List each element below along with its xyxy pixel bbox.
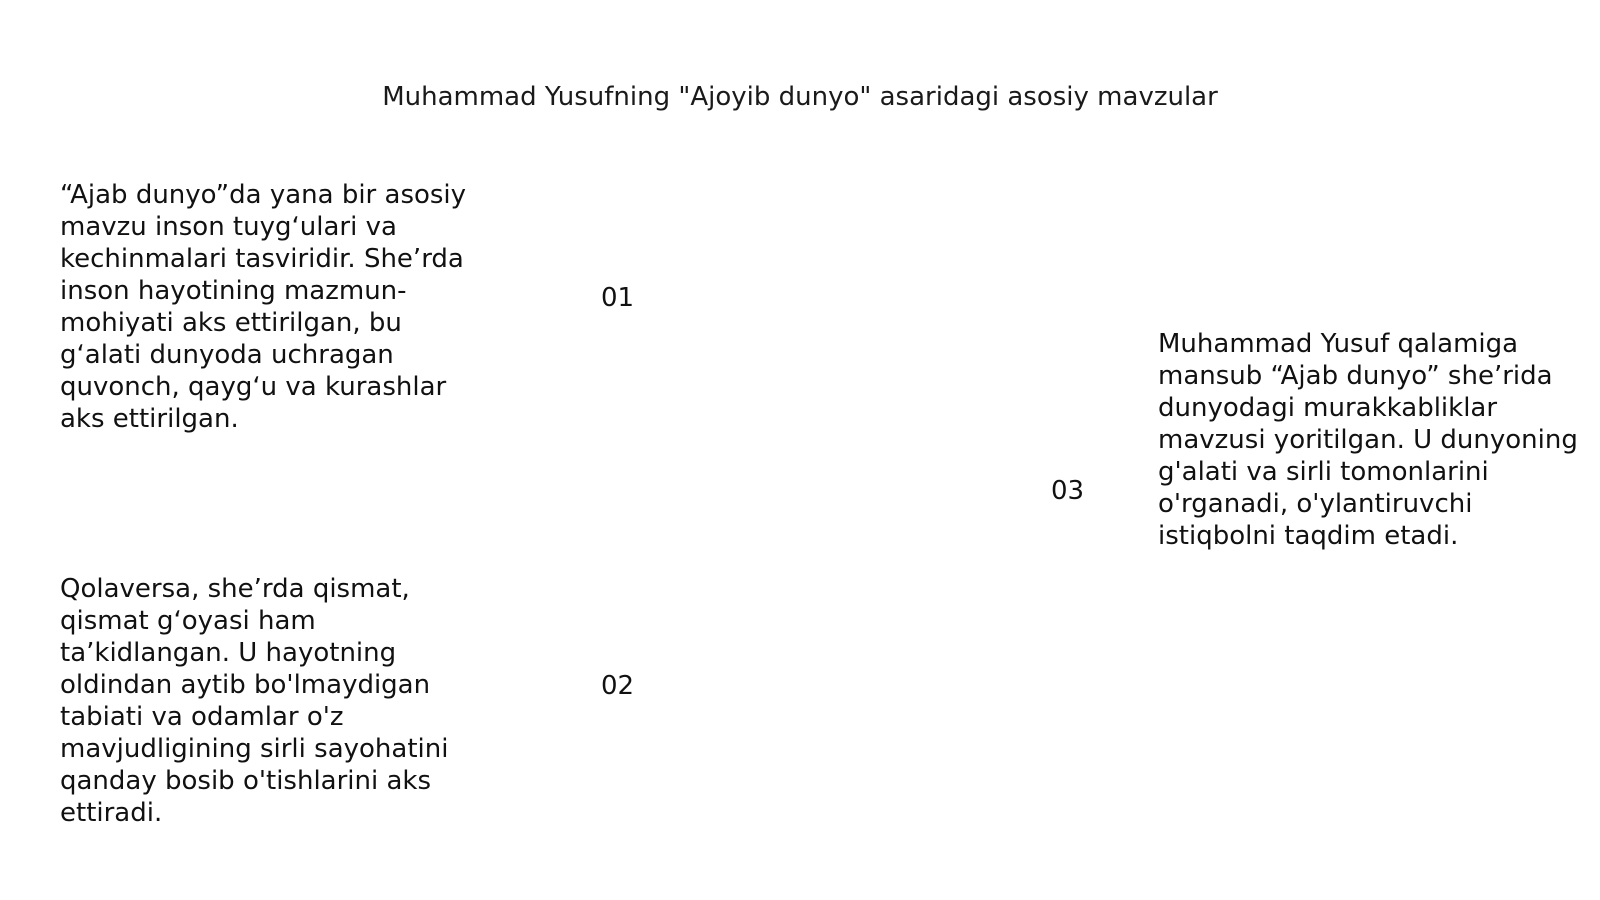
item-text-03: Muhammad Yusuf qalamiga mansub “Ajab dunyo” she’rida dunyodagi murakkabliklar mavzusi yoritilgan. U dunyoning g'alati va sirli tomonlarini o'rganadi, o'ylantiruvchi istiqbolni taqdim etadi. xyxy=(1158,329,1578,551)
item-text-01: “Ajab dunyo”da yana bir asosiy mavzu inson tuygʻulari va kechinmalari tasviridir. She’rda inson hayotining mazmun-mohiyati aks ettirilgan, bu gʻalati dunyoda uchragan quvonch, qaygʻu va kurashlar aks ettirilgan. xyxy=(60,180,467,434)
item-text-02: Qolaversa, she’rda qismat, qismat gʻoyasi ham ta’kidlangan. U hayotning oldindan aytib bo'lmaydigan tabiati va odamlar o'z mavjudligining sirli sayohatini qanday bosib o'tishlarini aks ettiradi. xyxy=(60,574,449,828)
slide-title: Muhammad Yusufning "Ajoyib dunyo" asaridagi asosiy mavzular xyxy=(382,82,1218,112)
item-number-02: 02 xyxy=(601,671,635,701)
item-number-03: 03 xyxy=(1051,476,1085,506)
item-number-01: 01 xyxy=(601,283,635,313)
